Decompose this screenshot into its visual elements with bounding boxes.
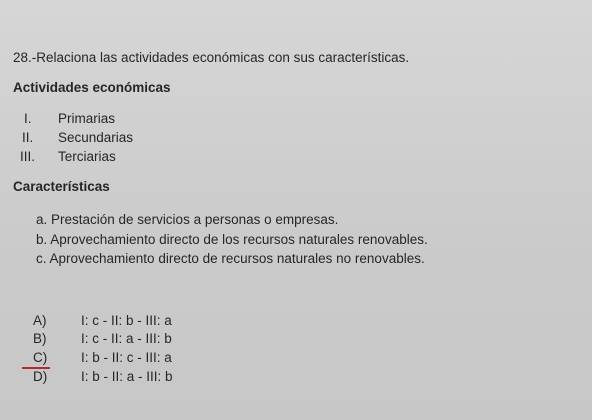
option-letter: A) xyxy=(33,313,47,328)
answer-underline-mark xyxy=(22,367,50,369)
activity-label: Primarias xyxy=(58,111,116,126)
option-text: I: b - II: a - III: b xyxy=(81,369,173,384)
characteristics-heading: Características xyxy=(13,179,110,194)
option-letter: C) xyxy=(33,350,48,365)
option-text: I: c - II: a - III: b xyxy=(81,331,172,346)
activities-heading: Actividades económicas xyxy=(13,80,171,95)
option-letter: D) xyxy=(33,369,48,384)
characteristic-item: c. Aprovechamiento directo de recursos naturales no renovables. xyxy=(36,251,425,266)
activity-label: Terciarias xyxy=(58,149,116,164)
option-letter: B) xyxy=(33,331,47,346)
option-text: I: b - II: c - III: a xyxy=(81,350,172,365)
activity-number: I. xyxy=(24,111,32,126)
activity-number: II. xyxy=(22,130,34,145)
activity-label: Secundarias xyxy=(58,130,134,145)
activity-number: III. xyxy=(20,149,36,164)
characteristic-item: b. Aprovechamiento directo de los recursos naturales renovables. xyxy=(36,232,428,247)
question-text: 28.-Relaciona las actividades económicas con sus características. xyxy=(13,50,410,65)
option-text: I: c - II: b - III: a xyxy=(81,313,172,328)
characteristic-item: a. Prestación de servicios a personas o empresas. xyxy=(36,212,339,227)
